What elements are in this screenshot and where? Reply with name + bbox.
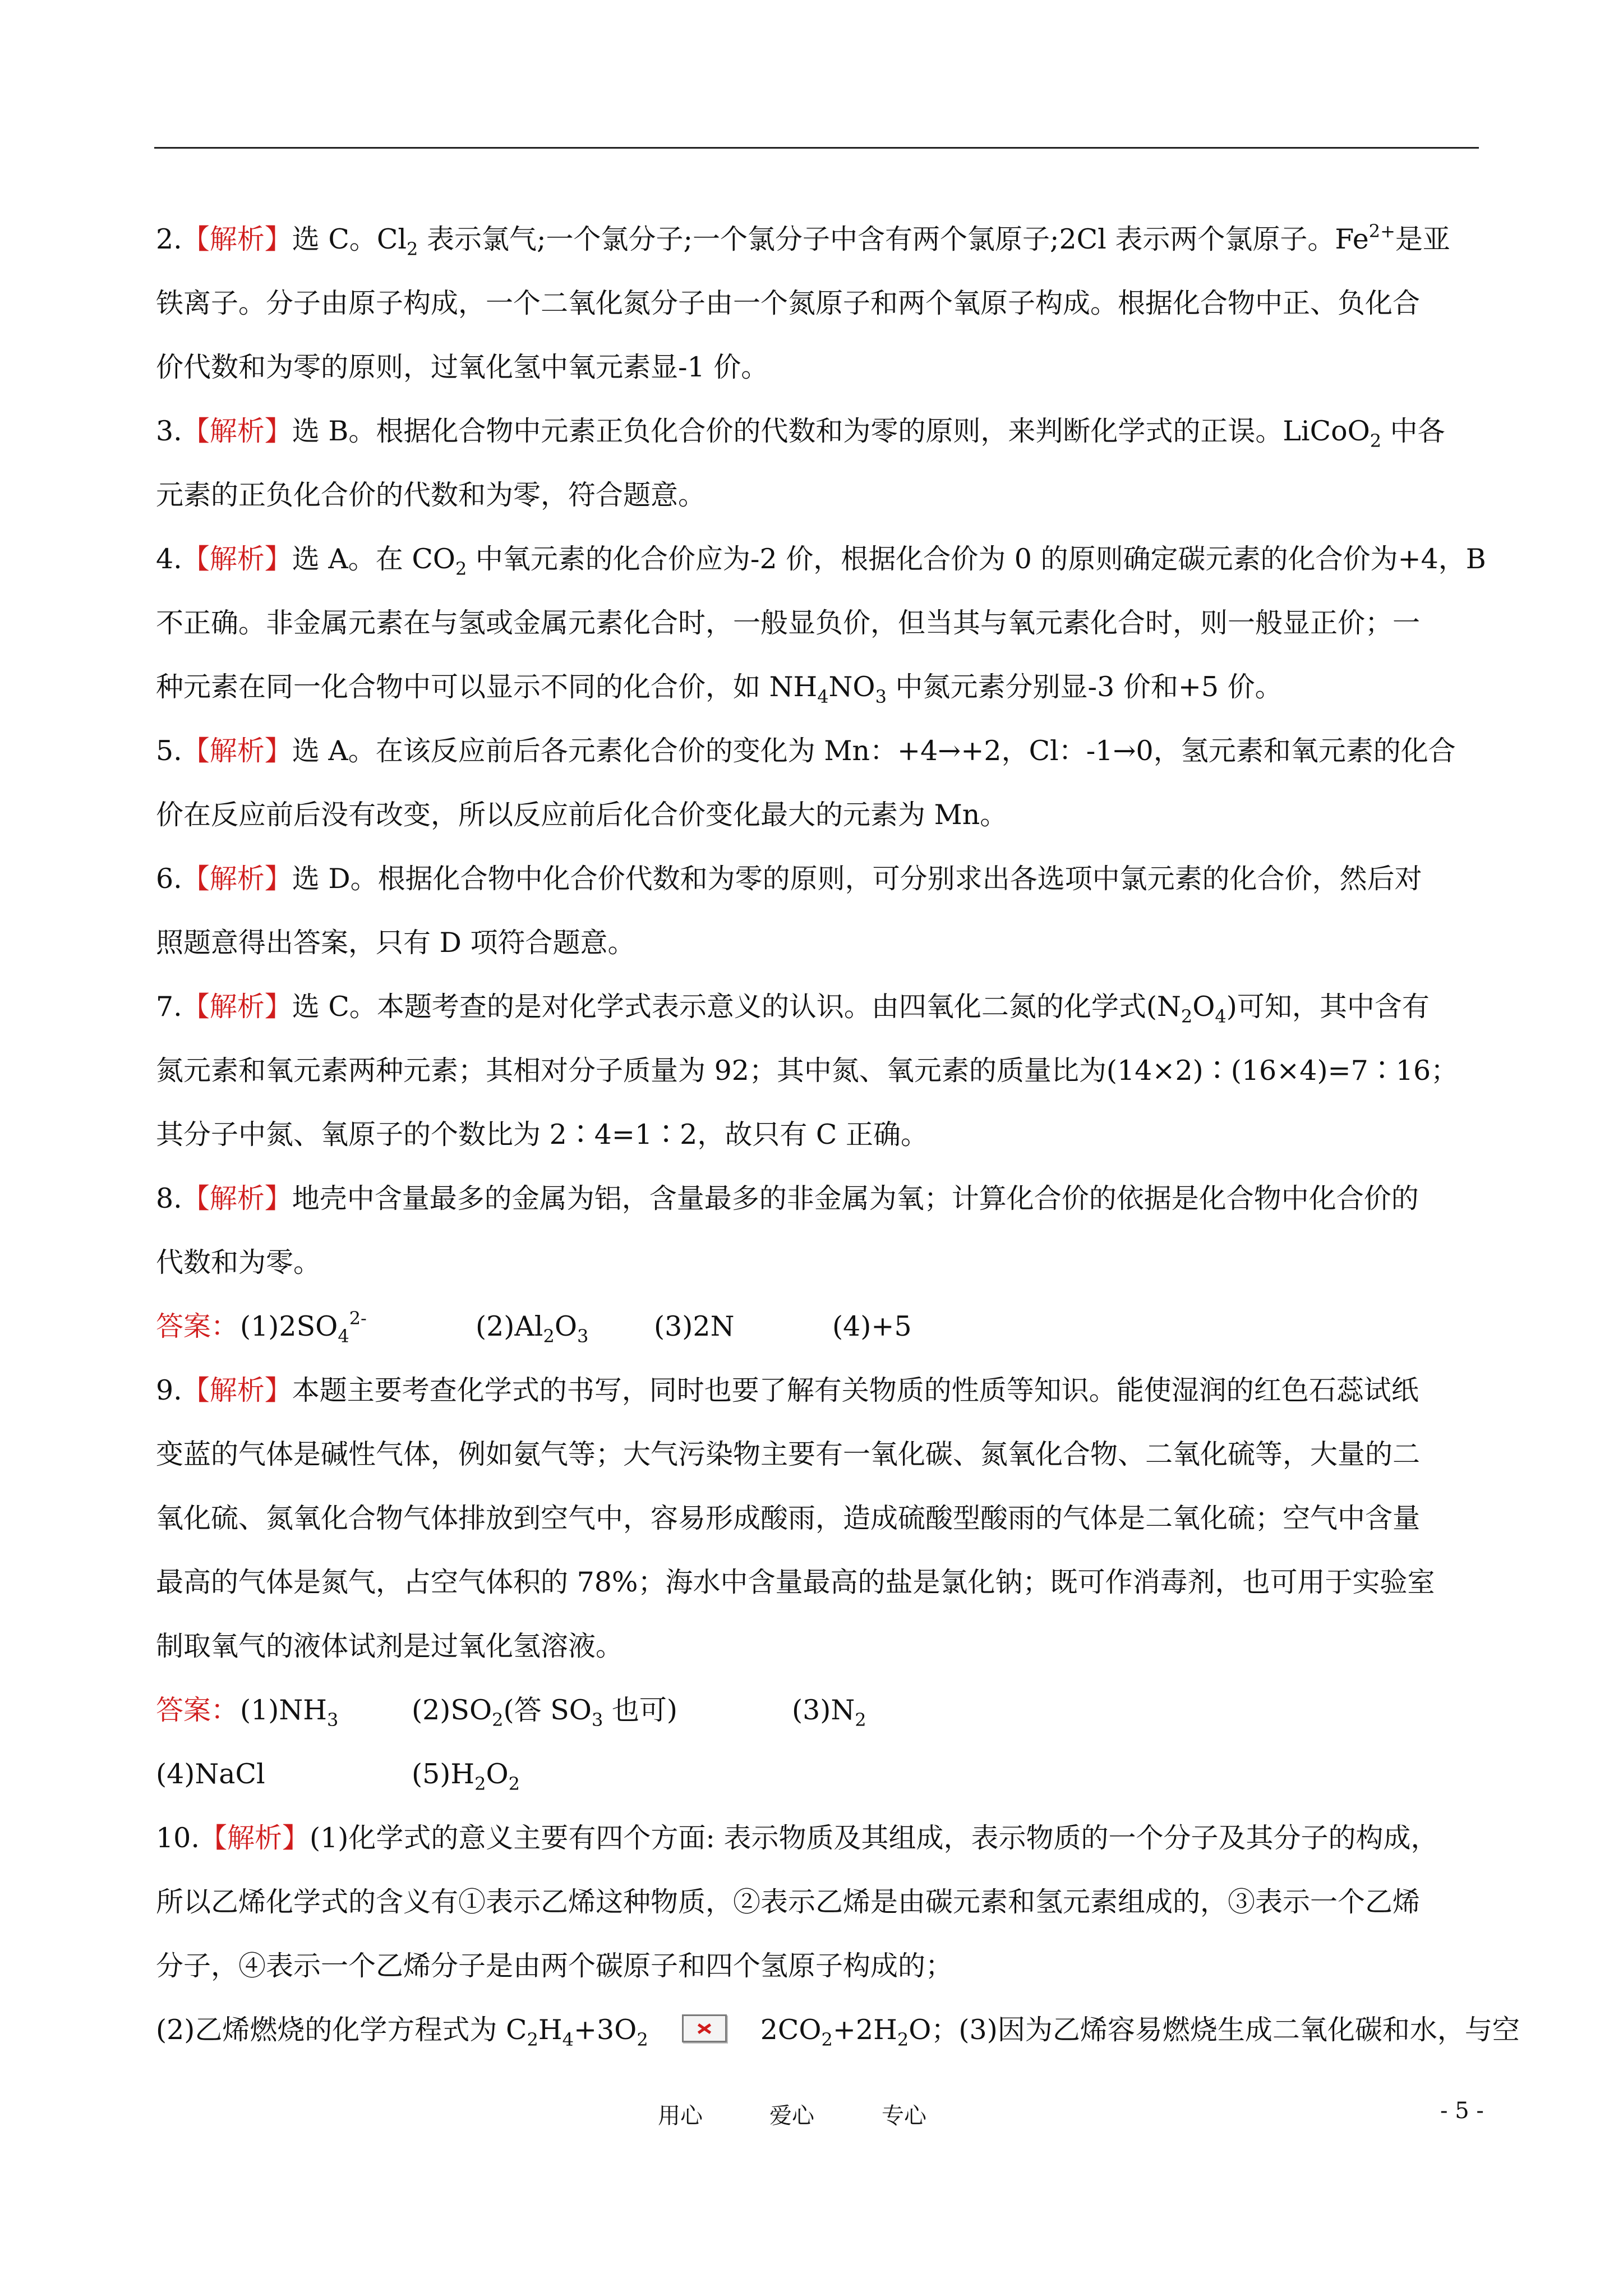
item-7-line-2: 氮元素和氧元素两种元素；其相对分子质量为 92；其中氮、氧元素的质量比为(14×2)∶(16×4)=7∶16； xyxy=(156,1055,1459,1087)
page-number: - 5 - xyxy=(1440,2098,1484,2124)
analysis-label: 【解析】 xyxy=(182,991,292,1023)
page-footer xyxy=(0,2098,1623,2132)
item-8-line-2: 代数和为零。 xyxy=(156,1246,321,1278)
item-9-line-2: 变蓝的气体是碱性气体，例如氨气等；大气污染物主要有一氧化碳、氮氧化合物、二氧化硫等，大量的二 xyxy=(156,1438,1421,1470)
item-3-line-1: 3.【解析】选 B。根据化合物中元素正负化合价的代数和为零的原则，来判断化学式的正误。LiCoO$_2$ 中各 xyxy=(156,415,1445,452)
item-5-line-2: 价在反应前后没有改变，所以反应前后化合价变化最大的元素为 Mn。 xyxy=(156,799,1008,831)
analysis-label: 【解析】 xyxy=(182,735,292,767)
item-10-line-1: 10.【解析】(1)化学式的意义主要有四个方面: 表示物质及其组成，表示物质的一个分子及其分子的构成， xyxy=(156,1822,1438,1854)
item-9-line-1: 9.【解析】本题主要考查化学式的书写，同时也要了解有关物质的性质等知识。能使湿润的红色石蕊试纸 xyxy=(156,1374,1419,1406)
answer-2: $(2)SO_2$(答 $SO_3$ 也可) xyxy=(412,1694,678,1731)
item-4-line-2: 不正确。非金属元素在与氢或金属元素化合时，一般显负价，但当其与氧元素化合时，则一般显正价；一 xyxy=(156,607,1421,639)
item-6-line-2: 照题意得出答案，只有 D 项符合题意。 xyxy=(156,927,635,959)
item-3-line-2: 元素的正负化合价的代数和为零，符合题意。 xyxy=(156,479,706,511)
item-4-line-1: 4.【解析】选 A。在 $CO_2$ 中氧元素的化合价应为-2 价，根据化合价为 0 的原则确定碳元素的化合价为+4，B xyxy=(156,543,1486,579)
footer-word-2: 爱心 xyxy=(769,2103,814,2129)
item-8-answer xyxy=(156,1295,1481,1359)
item-2-line-3: 价代数和为零的原则，过氧化氢中氧元素显-1 价。 xyxy=(156,351,769,383)
item-9-answer-row-2 xyxy=(156,1742,1481,1806)
answer-4: (4)NaCl xyxy=(156,1758,265,1790)
item-7-line-1: 7.【解析】选 C。本题考查的是对化学式表示意义的认识。由四氧化二氮的化学式$(N_2O_4)$可知，其中含有 xyxy=(156,991,1430,1027)
header-rule xyxy=(154,147,1479,149)
analysis-label: 【解析】 xyxy=(182,543,292,575)
answer-3: (3)2N xyxy=(654,1310,735,1342)
footer-word-3: 专心 xyxy=(882,2103,926,2129)
analysis-label: 【解析】 xyxy=(182,863,292,895)
analysis-label: 【解析】 xyxy=(182,1374,292,1406)
analysis-label: 【解析】 xyxy=(182,1182,292,1214)
answer-label: 答案： xyxy=(156,1694,239,1726)
item-6-line-1: 6.【解析】选 D。根据化合物中化合价代数和为零的原则，可分别求出各选项中氯元素的化合价，然后对 xyxy=(156,863,1422,895)
footer-word-1: 用心 xyxy=(658,2103,703,2129)
answer-label: 答案： xyxy=(156,1310,239,1342)
document-body xyxy=(156,208,1520,2062)
item-7-line-3: 其分子中氮、氧原子的个数比为 2∶4=1∶2，故只有 C 正确。 xyxy=(156,1119,928,1151)
item-8-line-1: 8.【解析】地壳中含量最多的金属为铝，含量最多的非金属为氧；计算化合价的依据是化合物中化合价的 xyxy=(156,1182,1419,1214)
item-9-line-5: 制取氧气的液体试剂是过氧化氢溶液。 xyxy=(156,1630,624,1662)
answer-1: $(1)NH_3$ xyxy=(240,1694,339,1731)
analysis-label: 【解析】 xyxy=(182,223,292,255)
item-9-answer-row-1 xyxy=(156,1678,1481,1742)
answer-2: $(2)Al_2O_3$ xyxy=(476,1310,589,1347)
answer-1: $(1)2SO_4^{2-}$ xyxy=(240,1308,367,1347)
item-9-line-3: 氧化硫、氮氧化合物气体排放到空气中，容易形成酸雨，造成硫酸型酸雨的气体是二氧化硫；空气中含量 xyxy=(156,1502,1421,1534)
item-2-line-2: 铁离子。分子由原子构成，一个二氧化氮分子由一个氮原子和两个氧原子构成。根据化合物中正、负化合 xyxy=(156,287,1421,319)
item-10-line-2: 所以乙烯化学式的含义有①表示乙烯这种物质，②表示乙烯是由碳元素和氢元素组成的，③表示一个乙烯 xyxy=(156,1886,1421,1918)
item-5-line-1: 5.【解析】选 A。在该反应前后各元素化合价的变化为 Mn：+4→+2，Cl：-1→0，氢元素和氧元素的化合 xyxy=(156,735,1456,767)
answer-3: $(3)N_2$ xyxy=(792,1694,866,1731)
analysis-label: 【解析】 xyxy=(182,415,292,447)
item-2-line-1: 2.【解析】选 C。$Cl_2$ 表示氯气;一个氯分子;一个氯分子中含有两个氯原子;2Cl 表示两个氯原子。$Fe^{2+}$是亚 xyxy=(156,220,1450,260)
item-10-line-4: (2)乙烯燃烧的化学方程式为 $C_2H_4+3O_2$ $2CO_2+2H_2O$；(3)因为乙烯容易燃烧生成二氧化碳和水，与空 xyxy=(156,2014,1520,2050)
answer-4: (4)+5 xyxy=(832,1310,912,1342)
item-4-line-3: 种元素在同一化合物中可以显示不同的化合价，如 $NH_4NO_3$ 中氮元素分别显-3 价和+5 价。 xyxy=(156,671,1283,707)
analysis-label: 【解析】 xyxy=(199,1822,310,1854)
answer-5: $(5)H_2O_2$ xyxy=(412,1758,520,1795)
item-10-line-3: 分子，④表示一个乙烯分子是由两个碳原子和四个氢原子构成的； xyxy=(156,1950,953,1982)
item-9-line-4: 最高的气体是氮气，占空气体积的 78%；海水中含量最高的盐是氯化钠；既可作消毒剂，也可用于实验室 xyxy=(156,1566,1435,1598)
broken-image-icon xyxy=(682,2014,727,2042)
